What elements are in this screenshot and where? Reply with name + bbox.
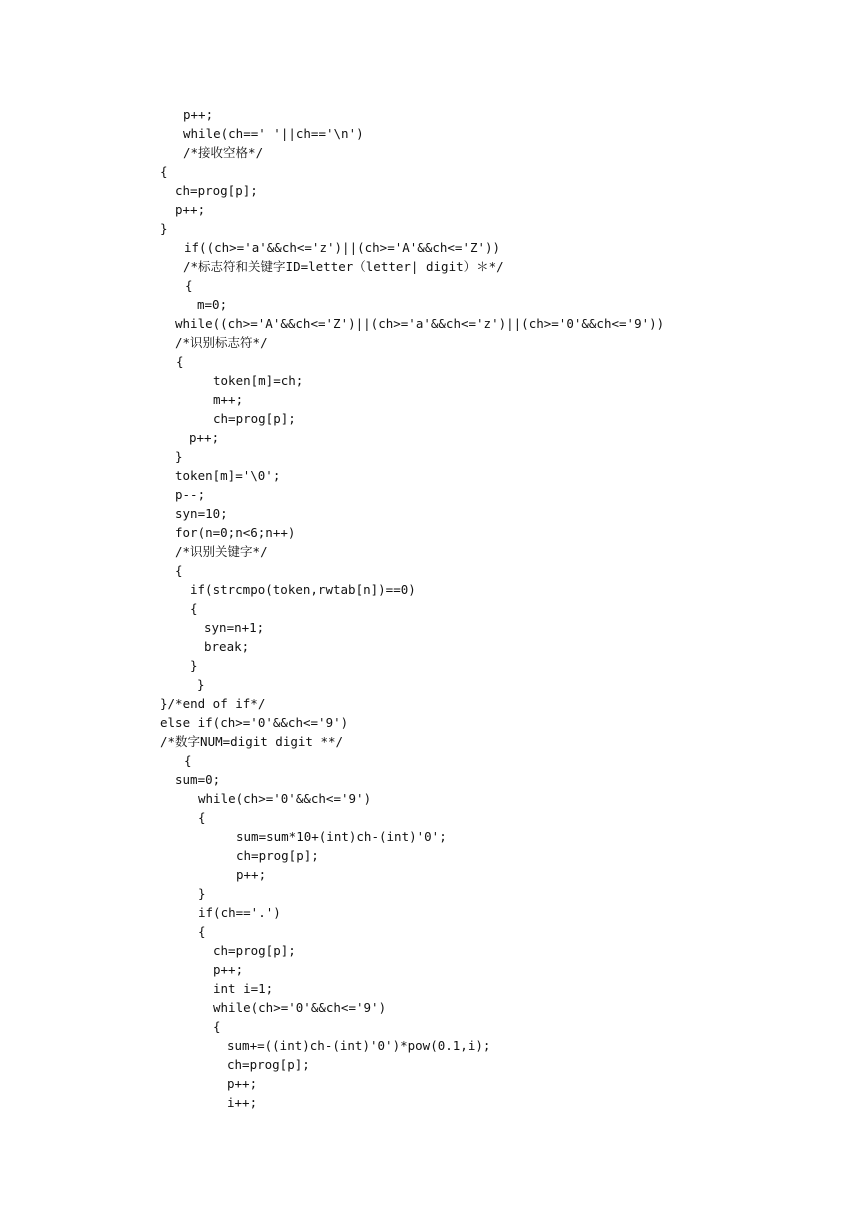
- code-line: {: [198, 924, 206, 939]
- code-line: else if(ch>='0'&&ch<='9'): [160, 715, 349, 730]
- code-line: ch=prog[p];: [236, 848, 319, 863]
- code-line: p++;: [189, 430, 220, 445]
- code-line: token[m]=ch;: [213, 373, 304, 388]
- code-line: if(ch=='.'): [198, 905, 281, 920]
- code-line: }: [175, 449, 183, 464]
- code-line: {: [175, 563, 183, 578]
- code-line: ch=prog[p];: [175, 183, 258, 198]
- code-line: sum=0;: [175, 772, 221, 787]
- code-line: /*识别标志符*/: [175, 335, 268, 350]
- code-line: {: [184, 753, 192, 768]
- code-line: ch=prog[p];: [213, 411, 296, 426]
- code-line: if(strcmpo(token,rwtab[n])==0): [190, 582, 416, 597]
- code-line: int i=1;: [213, 981, 274, 996]
- code-line: /*数字NUM=digit digit **/: [160, 734, 344, 749]
- code-line: while(ch>='0'&&ch<='9'): [213, 1000, 387, 1015]
- code-line: i++;: [227, 1095, 258, 1110]
- code-line: }: [197, 677, 205, 692]
- code-line: if((ch>='a'&&ch<='z')||(ch>='A'&&ch<='Z')): [184, 240, 501, 255]
- code-line: {: [190, 601, 198, 616]
- code-line: {: [185, 278, 193, 293]
- code-line: /*识别关键字*/: [175, 544, 268, 559]
- code-line: {: [160, 164, 168, 179]
- code-line: while((ch>='A'&&ch<='Z')||(ch>='a'&&ch<='z')||(ch>='0'&&ch<='9')): [175, 316, 665, 331]
- code-line: }/*end of if*/: [160, 696, 266, 711]
- code-line: p++;: [227, 1076, 258, 1091]
- code-line: break;: [204, 639, 250, 654]
- code-line: }: [198, 886, 206, 901]
- code-line: syn=n+1;: [204, 620, 265, 635]
- code-line: token[m]='\0';: [175, 468, 281, 483]
- code-line: ch=prog[p];: [213, 943, 296, 958]
- code-line: sum+=((int)ch-(int)'0')*pow(0.1,i);: [227, 1038, 491, 1053]
- code-line: for(n=0;n<6;n++): [175, 525, 296, 540]
- code-line: }: [160, 221, 168, 236]
- code-line: {: [213, 1019, 221, 1034]
- code-line: p++;: [183, 107, 214, 122]
- code-line: /*接收空格*/: [183, 145, 264, 160]
- code-line: {: [176, 354, 184, 369]
- code-line: p++;: [236, 867, 267, 882]
- code-line: p++;: [213, 962, 244, 977]
- code-line: ch=prog[p];: [227, 1057, 310, 1072]
- code-line: }: [190, 658, 198, 673]
- code-line: m++;: [213, 392, 244, 407]
- code-line: syn=10;: [175, 506, 228, 521]
- code-line: p--;: [175, 487, 206, 502]
- code-line: {: [198, 810, 206, 825]
- code-line: p++;: [175, 202, 206, 217]
- code-line: sum=sum*10+(int)ch-(int)'0';: [236, 829, 447, 844]
- code-line: m=0;: [197, 297, 228, 312]
- code-line: /*标志符和关键字ID=letter（letter| digit）＊*/: [183, 259, 504, 274]
- code-line: while(ch==' '||ch=='\n'): [183, 126, 364, 141]
- code-line: while(ch>='0'&&ch<='9'): [198, 791, 372, 806]
